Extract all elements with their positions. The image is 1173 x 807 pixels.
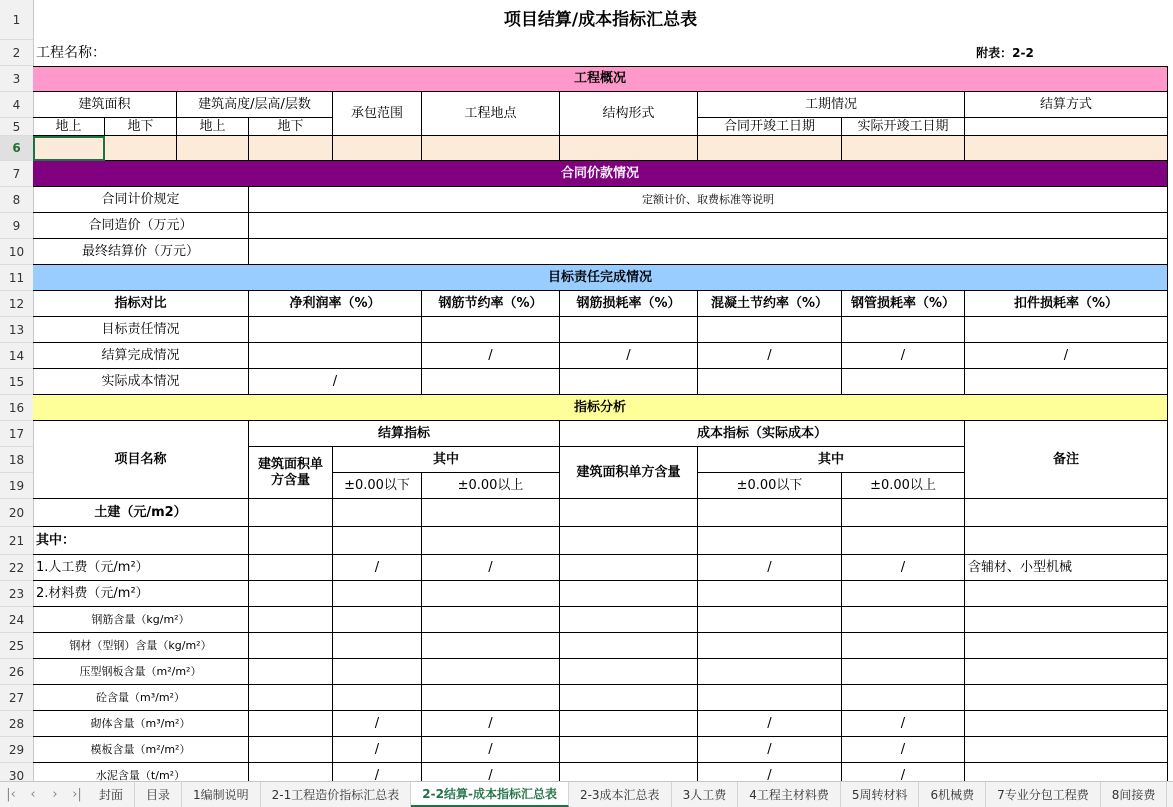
target-band[interactable]: 目标责任完成情况 [33,265,1168,291]
input-cell[interactable] [422,136,560,161]
analysis-value[interactable] [965,711,1168,737]
schedule-header[interactable]: 工期情况 [698,92,965,118]
analysis-value[interactable]: / [422,555,560,581]
analysis-value[interactable] [842,527,965,555]
sheet-tab[interactable]: 2-3成本汇总表 [569,782,672,807]
analysis-value[interactable] [249,659,333,685]
row-number[interactable]: 4 [0,92,33,118]
analysis-value[interactable] [698,607,842,633]
analysis-value[interactable] [965,685,1168,711]
row-number[interactable]: 1 [0,0,33,40]
target-value[interactable] [842,317,965,343]
analysis-value[interactable] [249,763,333,781]
analysis-value[interactable] [698,581,842,607]
analysis-value[interactable] [965,737,1168,763]
pricing-rule-label[interactable]: 合同计价规定 [33,187,249,213]
analysis-value[interactable] [333,607,422,633]
analysis-band[interactable]: 指标分析 [33,395,1168,421]
sheet-tab[interactable]: 4工程主材料费 [738,782,841,807]
sheet-tab[interactable]: 2-2结算-成本指标汇总表 [411,782,569,807]
sheet-tab[interactable]: 8间接费 [1101,782,1168,807]
analysis-row-label[interactable]: 压型钢板含量（m²/m²） [33,659,249,685]
analysis-value[interactable] [333,527,422,555]
analysis-value[interactable] [698,685,842,711]
analysis-row-label[interactable]: 钢筋含量（kg/m²） [33,607,249,633]
row-number[interactable]: 27 [0,685,33,711]
target-value[interactable] [842,369,965,395]
analysis-value[interactable] [422,685,560,711]
analysis-value[interactable] [422,581,560,607]
analysis-value[interactable] [333,659,422,685]
input-cell[interactable] [177,136,249,161]
building-area-header[interactable]: 建筑面积 [33,92,177,118]
target-value[interactable] [698,317,842,343]
analysis-value[interactable]: 含辅材、小型机械 [965,555,1168,581]
above-ground-header[interactable]: 地上 [33,118,105,136]
sheet-tab[interactable]: 5周转材料 [841,782,920,807]
row-number[interactable]: 8 [0,187,33,213]
height-floors-header[interactable]: 建筑高度/层高/层数 [177,92,333,118]
row-number[interactable]: 10 [0,239,33,265]
row-number[interactable]: 14 [0,343,33,369]
settlement-index-header[interactable]: 结算指标 [249,421,560,447]
analysis-row-label[interactable]: 土建（元/m2） [33,499,249,527]
sheet-tab[interactable]: 封面 [88,782,135,807]
analysis-value[interactable] [422,499,560,527]
row-number[interactable]: 11 [0,265,33,291]
analysis-value[interactable] [560,527,698,555]
target-value[interactable]: / [249,369,422,395]
target-header[interactable]: 净利润率（%） [249,291,422,317]
cost-index-header[interactable]: 成本指标（实际成本） [560,421,965,447]
above-zero-header[interactable]: ±0.00以上 [842,473,965,499]
input-cell[interactable] [333,136,422,161]
analysis-value[interactable] [560,711,698,737]
analysis-value[interactable] [965,607,1168,633]
analysis-value[interactable] [965,499,1168,527]
analysis-value[interactable] [249,555,333,581]
row-number[interactable]: 21 [0,527,33,555]
analysis-value[interactable] [422,607,560,633]
row-number[interactable]: 13 [0,317,33,343]
analysis-value[interactable]: / [333,763,422,781]
analysis-value[interactable] [842,685,965,711]
analysis-value[interactable] [698,499,842,527]
analysis-value[interactable]: / [842,555,965,581]
row-number[interactable]: 12 [0,291,33,317]
appendix-label[interactable]: 附表：2-2 [976,45,1034,60]
analysis-value[interactable] [249,499,333,527]
item-name-header[interactable]: 项目名称 [33,421,249,499]
row-number[interactable]: 24 [0,607,33,633]
analysis-row-label[interactable]: 水泥含量（t/m²） [33,763,249,781]
structure-header[interactable]: 结构形式 [560,92,698,136]
row-number[interactable]: 19 [0,473,33,499]
target-row-label[interactable]: 结算完成情况 [33,343,249,369]
analysis-value[interactable] [560,499,698,527]
row-number[interactable]: 9 [0,213,33,239]
target-value[interactable] [422,317,560,343]
analysis-value[interactable] [965,527,1168,555]
sheet-tab[interactable]: 目录 [135,782,182,807]
analysis-value[interactable] [422,633,560,659]
analysis-value[interactable]: / [422,737,560,763]
contract-scope-header[interactable]: 承包范围 [333,92,422,136]
target-value[interactable]: / [560,343,698,369]
final-price-label[interactable]: 最终结算价（万元） [33,239,249,265]
target-value[interactable] [249,317,422,343]
analysis-value[interactable] [333,581,422,607]
contract-price-value[interactable] [249,213,1168,239]
target-header[interactable]: 扣件损耗率（%） [965,291,1168,317]
input-cell[interactable] [698,136,842,161]
unit-area-content-header[interactable]: 建筑面积单方含量 [249,447,333,499]
analysis-row-label[interactable]: 模板含量（m²/m²） [33,737,249,763]
contract-band[interactable]: 合同价款情况 [33,161,1168,187]
analysis-value[interactable] [333,633,422,659]
sheet-tab[interactable]: 6机械费 [919,782,986,807]
row-number[interactable]: 28 [0,711,33,737]
input-cell[interactable] [560,136,698,161]
overview-band[interactable]: 工程概况 [33,66,1168,92]
unit-area-content-header[interactable]: 建筑面积单方含量 [560,447,698,499]
row-number[interactable]: 23 [0,581,33,607]
row-number[interactable]: 18 [0,447,33,473]
analysis-value[interactable]: / [422,763,560,781]
row-number[interactable]: 25 [0,633,33,659]
analysis-row-label[interactable]: 砼含量（m³/m²） [33,685,249,711]
sheet-tab[interactable]: 7专业分包工程费 [986,782,1101,807]
analysis-value[interactable]: / [698,763,842,781]
analysis-value[interactable] [249,711,333,737]
analysis-value[interactable] [965,659,1168,685]
target-header[interactable]: 钢管损耗率（%） [842,291,965,317]
target-header[interactable]: 指标对比 [33,291,249,317]
analysis-value[interactable] [422,659,560,685]
target-value[interactable] [698,369,842,395]
analysis-value[interactable] [842,607,965,633]
analysis-row-label[interactable]: 1.人工费（元/m²） [33,555,249,581]
row-number[interactable]: 26 [0,659,33,685]
of-which-header[interactable]: 其中 [698,447,965,473]
analysis-value[interactable] [698,633,842,659]
above-zero-header[interactable]: ±0.00以上 [422,473,560,499]
row-number[interactable]: 22 [0,555,33,581]
analysis-value[interactable] [333,685,422,711]
analysis-value[interactable] [560,555,698,581]
analysis-value[interactable] [560,685,698,711]
input-cell[interactable] [965,136,1168,161]
target-row-label[interactable]: 目标责任情况 [33,317,249,343]
analysis-value[interactable] [965,763,1168,781]
analysis-value[interactable] [698,527,842,555]
row-number[interactable]: 5 [0,118,33,136]
analysis-value[interactable] [698,659,842,685]
sheet-title[interactable]: 项目结算/成本指标汇总表 [503,9,698,30]
below-ground-header[interactable]: 地下 [249,118,333,136]
target-header[interactable]: 钢筋节约率（%） [422,291,560,317]
input-cell[interactable] [105,136,177,161]
analysis-value[interactable] [560,659,698,685]
contract-dates-header[interactable]: 合同开竣工日期 [698,118,842,136]
analysis-value[interactable] [249,607,333,633]
analysis-row-label[interactable]: 其中： [33,527,249,555]
target-value[interactable] [965,369,1168,395]
actual-dates-header[interactable]: 实际开竣工日期 [842,118,965,136]
analysis-value[interactable] [842,659,965,685]
cell[interactable] [965,118,1168,136]
row-number[interactable]: 16 [0,395,33,421]
below-zero-header[interactable]: ±0.00以下 [698,473,842,499]
analysis-value[interactable]: / [842,711,965,737]
analysis-value[interactable] [560,581,698,607]
pricing-note[interactable]: 定额计价、取费标准等说明 [249,187,1168,213]
sheet-tab-bar [0,781,1173,807]
analysis-value[interactable] [560,633,698,659]
target-value[interactable] [249,343,422,369]
analysis-value[interactable] [842,581,965,607]
target-value[interactable] [560,317,698,343]
analysis-value[interactable]: / [333,555,422,581]
analysis-value[interactable] [842,499,965,527]
analysis-row-label[interactable]: 砌体含量（m³/m²） [33,711,249,737]
last-sheet-icon[interactable]: ›| [72,787,82,802]
final-price-value[interactable] [249,239,1168,265]
target-value[interactable]: / [965,343,1168,369]
row-number[interactable]: 3 [0,66,33,92]
above-ground-header[interactable]: 地上 [177,118,249,136]
analysis-value[interactable]: / [333,711,422,737]
target-value[interactable] [560,369,698,395]
sheet-tab[interactable]: 3人工费 [672,782,739,807]
analysis-value[interactable] [842,633,965,659]
sheet-tab[interactable]: 2-1工程造价指标汇总表 [261,782,412,807]
row-number[interactable]: 6 [0,136,33,161]
analysis-value[interactable]: / [842,763,965,781]
contract-price-label[interactable]: 合同造价（万元） [33,213,249,239]
analysis-value[interactable] [249,581,333,607]
sheet-tab[interactable]: 1编制说明 [182,782,261,807]
target-value[interactable]: / [698,343,842,369]
next-sheet-icon[interactable]: › [52,787,58,802]
analysis-value[interactable] [965,581,1168,607]
of-which-header[interactable]: 其中 [333,447,560,473]
row-number[interactable]: 30 [0,763,33,781]
target-header[interactable]: 钢筋损耗率（%） [560,291,698,317]
project-name-label[interactable]: 工程名称： [36,44,106,61]
row-number[interactable]: 29 [0,737,33,763]
settlement-method-header[interactable]: 结算方式 [965,92,1168,118]
input-cell[interactable] [249,136,333,161]
analysis-row-label[interactable]: 钢材（型钢）含量（kg/m²） [33,633,249,659]
remark-header[interactable]: 备注 [965,421,1168,499]
row-number[interactable]: 2 [0,40,33,66]
target-value[interactable]: / [842,343,965,369]
below-ground-header[interactable]: 地下 [105,118,177,136]
analysis-value[interactable] [333,499,422,527]
row-number[interactable]: 15 [0,369,33,395]
location-header[interactable]: 工程地点 [422,92,560,136]
target-value[interactable]: / [422,343,560,369]
first-sheet-icon[interactable]: |‹ [6,787,16,802]
target-value[interactable] [422,369,560,395]
analysis-value[interactable]: / [422,711,560,737]
below-zero-header[interactable]: ±0.00以下 [333,473,422,499]
analysis-row-label[interactable]: 2.材料费（元/m²） [33,581,249,607]
input-cell[interactable] [33,136,105,161]
row-number[interactable]: 20 [0,499,33,527]
input-cell[interactable] [842,136,965,161]
analysis-value[interactable]: / [698,737,842,763]
analysis-value[interactable]: / [842,737,965,763]
analysis-value[interactable] [249,737,333,763]
row-number[interactable]: 7 [0,161,33,187]
target-value[interactable] [965,317,1168,343]
analysis-value[interactable] [249,633,333,659]
analysis-value[interactable] [560,607,698,633]
analysis-value[interactable] [422,527,560,555]
analysis-value[interactable]: / [333,737,422,763]
target-header[interactable]: 混凝土节约率（%） [698,291,842,317]
analysis-value[interactable] [965,633,1168,659]
target-row-label[interactable]: 实际成本情况 [33,369,249,395]
analysis-value[interactable] [560,763,698,781]
analysis-value[interactable]: / [698,555,842,581]
prev-sheet-icon[interactable]: ‹ [30,787,36,802]
analysis-value[interactable] [560,737,698,763]
row-number[interactable]: 17 [0,421,33,447]
analysis-value[interactable]: / [698,711,842,737]
analysis-value[interactable] [249,685,333,711]
analysis-value[interactable] [249,527,333,555]
